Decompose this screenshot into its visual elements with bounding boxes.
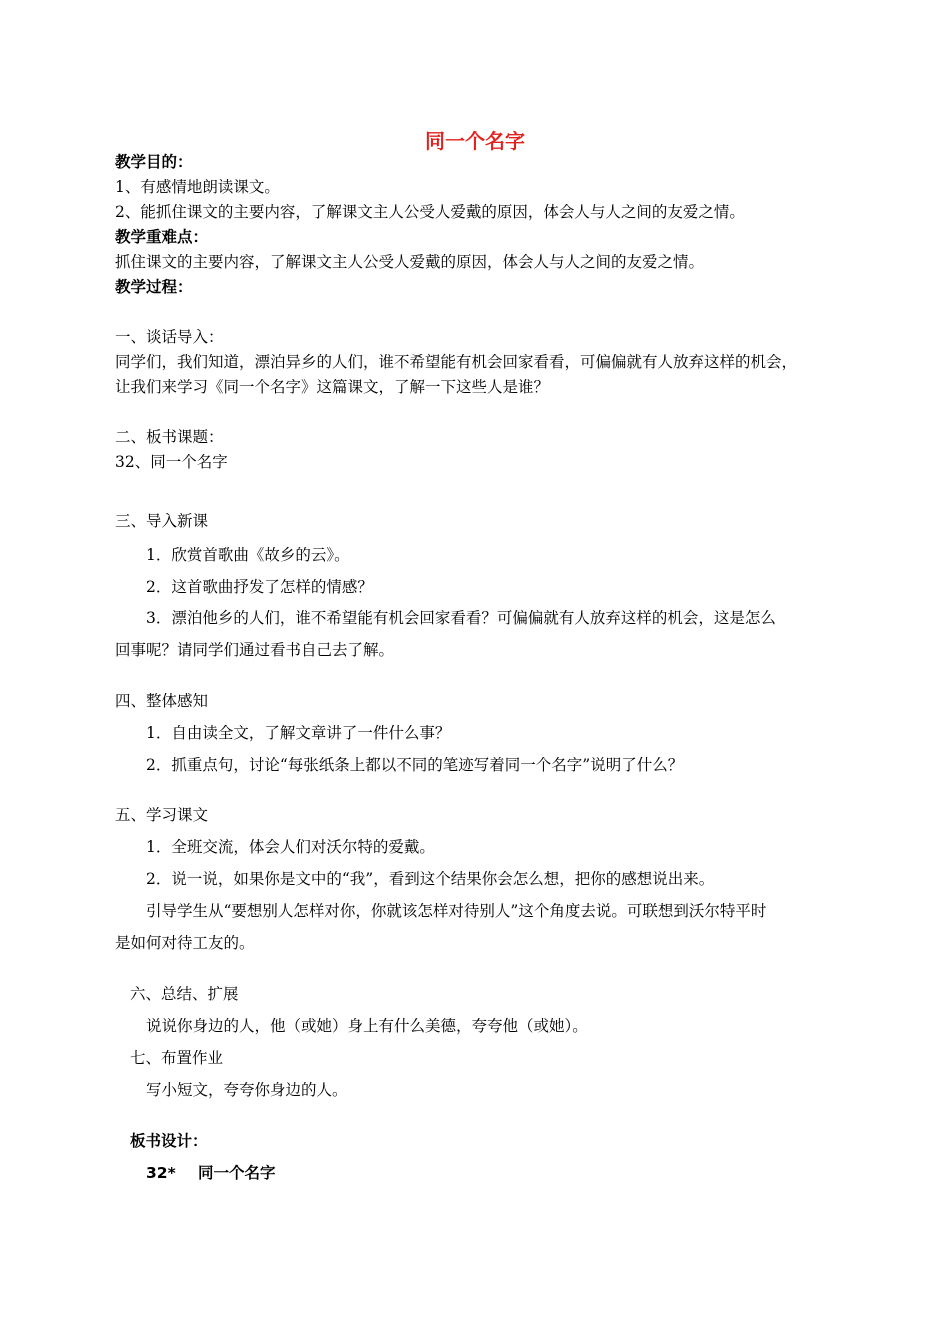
section-1-heading: 一、谈话导入：	[115, 328, 224, 346]
process-heading: 教学过程：	[115, 278, 193, 296]
section-4-item-2: 2．抓重点句，讨论“每张纸条上都以不同的笔迹写着同一个名字”说明了什么？	[146, 756, 684, 774]
section-5-item-2: 2．说一说，如果你是文中的“我”，看到这个结果你会怎么想，把你的感想说出来。	[146, 870, 715, 888]
board-title: 同一个名字	[198, 1164, 276, 1182]
section-5-guide-line-1: 引导学生从“要想别人怎样对你，你就该怎样对待别人”这个角度去说。可联想到沃尔特平时	[146, 902, 767, 920]
key-points-heading: 教学重难点：	[115, 228, 209, 246]
section-5-heading: 五、学习课文	[115, 806, 209, 824]
section-1-line-2: 让我们来学习《同一个名字》这篇课文，了解一下这些人是谁？	[115, 378, 550, 396]
section-5-item-1: 1．全班交流，体会人们对沃尔特的爱戴。	[146, 838, 435, 856]
goal-item-1: 1、有感情地朗读课文。	[115, 178, 280, 196]
section-6-text: 说说你身边的人，他（或她）身上有什么美德，夸夸他（或她）。	[146, 1017, 588, 1035]
section-4-heading: 四、整体感知	[115, 692, 209, 710]
goal-item-2: 2、能抓住课文的主要内容，了解课文主人公受人爱戴的原因，体会人与人之间的友爱之情。	[115, 203, 745, 221]
section-2-heading: 二、板书课题：	[115, 428, 224, 446]
section-3-item-3-line-1: 3．漂泊他乡的人们，谁不希望能有机会回家看看？可偏偏就有人放弃这样的机会，这是怎么	[146, 609, 776, 627]
section-3-item-2: 2．这首歌曲抒发了怎样的情感？	[146, 578, 373, 596]
section-7-text: 写小短文，夸夸你身边的人。	[146, 1081, 348, 1099]
section-2-text: 32、同一个名字	[115, 453, 228, 471]
section-6-heading: 六、总结、扩展	[130, 985, 239, 1003]
section-3-item-1: 1．欣赏首歌曲《故乡的云》。	[146, 546, 350, 564]
key-points-text: 抓住课文的主要内容，了解课文主人公受人爱戴的原因，体会人与人之间的友爱之情。	[115, 253, 705, 271]
section-5-guide-line-2: 是如何对待工友的。	[115, 934, 255, 952]
section-3-heading: 三、导入新课	[115, 512, 209, 530]
section-3-item-3-line-2: 回事呢？请同学们通过看书自己去了解。	[115, 641, 395, 659]
board-design-heading: 板书设计：	[130, 1132, 208, 1150]
page-title: 同一个名字	[425, 129, 525, 153]
section-4-item-1: 1．自由读全文，了解文章讲了一件什么事？	[146, 724, 451, 742]
section-7-heading: 七、布置作业	[130, 1049, 224, 1067]
board-number: 32*	[146, 1164, 176, 1182]
section-1-line-1: 同学们，我们知道，漂泊异乡的人们，谁不希望能有机会回家看看，可偏偏就有人放弃这样的机会，	[115, 353, 798, 371]
goals-heading: 教学目的：	[115, 153, 193, 171]
